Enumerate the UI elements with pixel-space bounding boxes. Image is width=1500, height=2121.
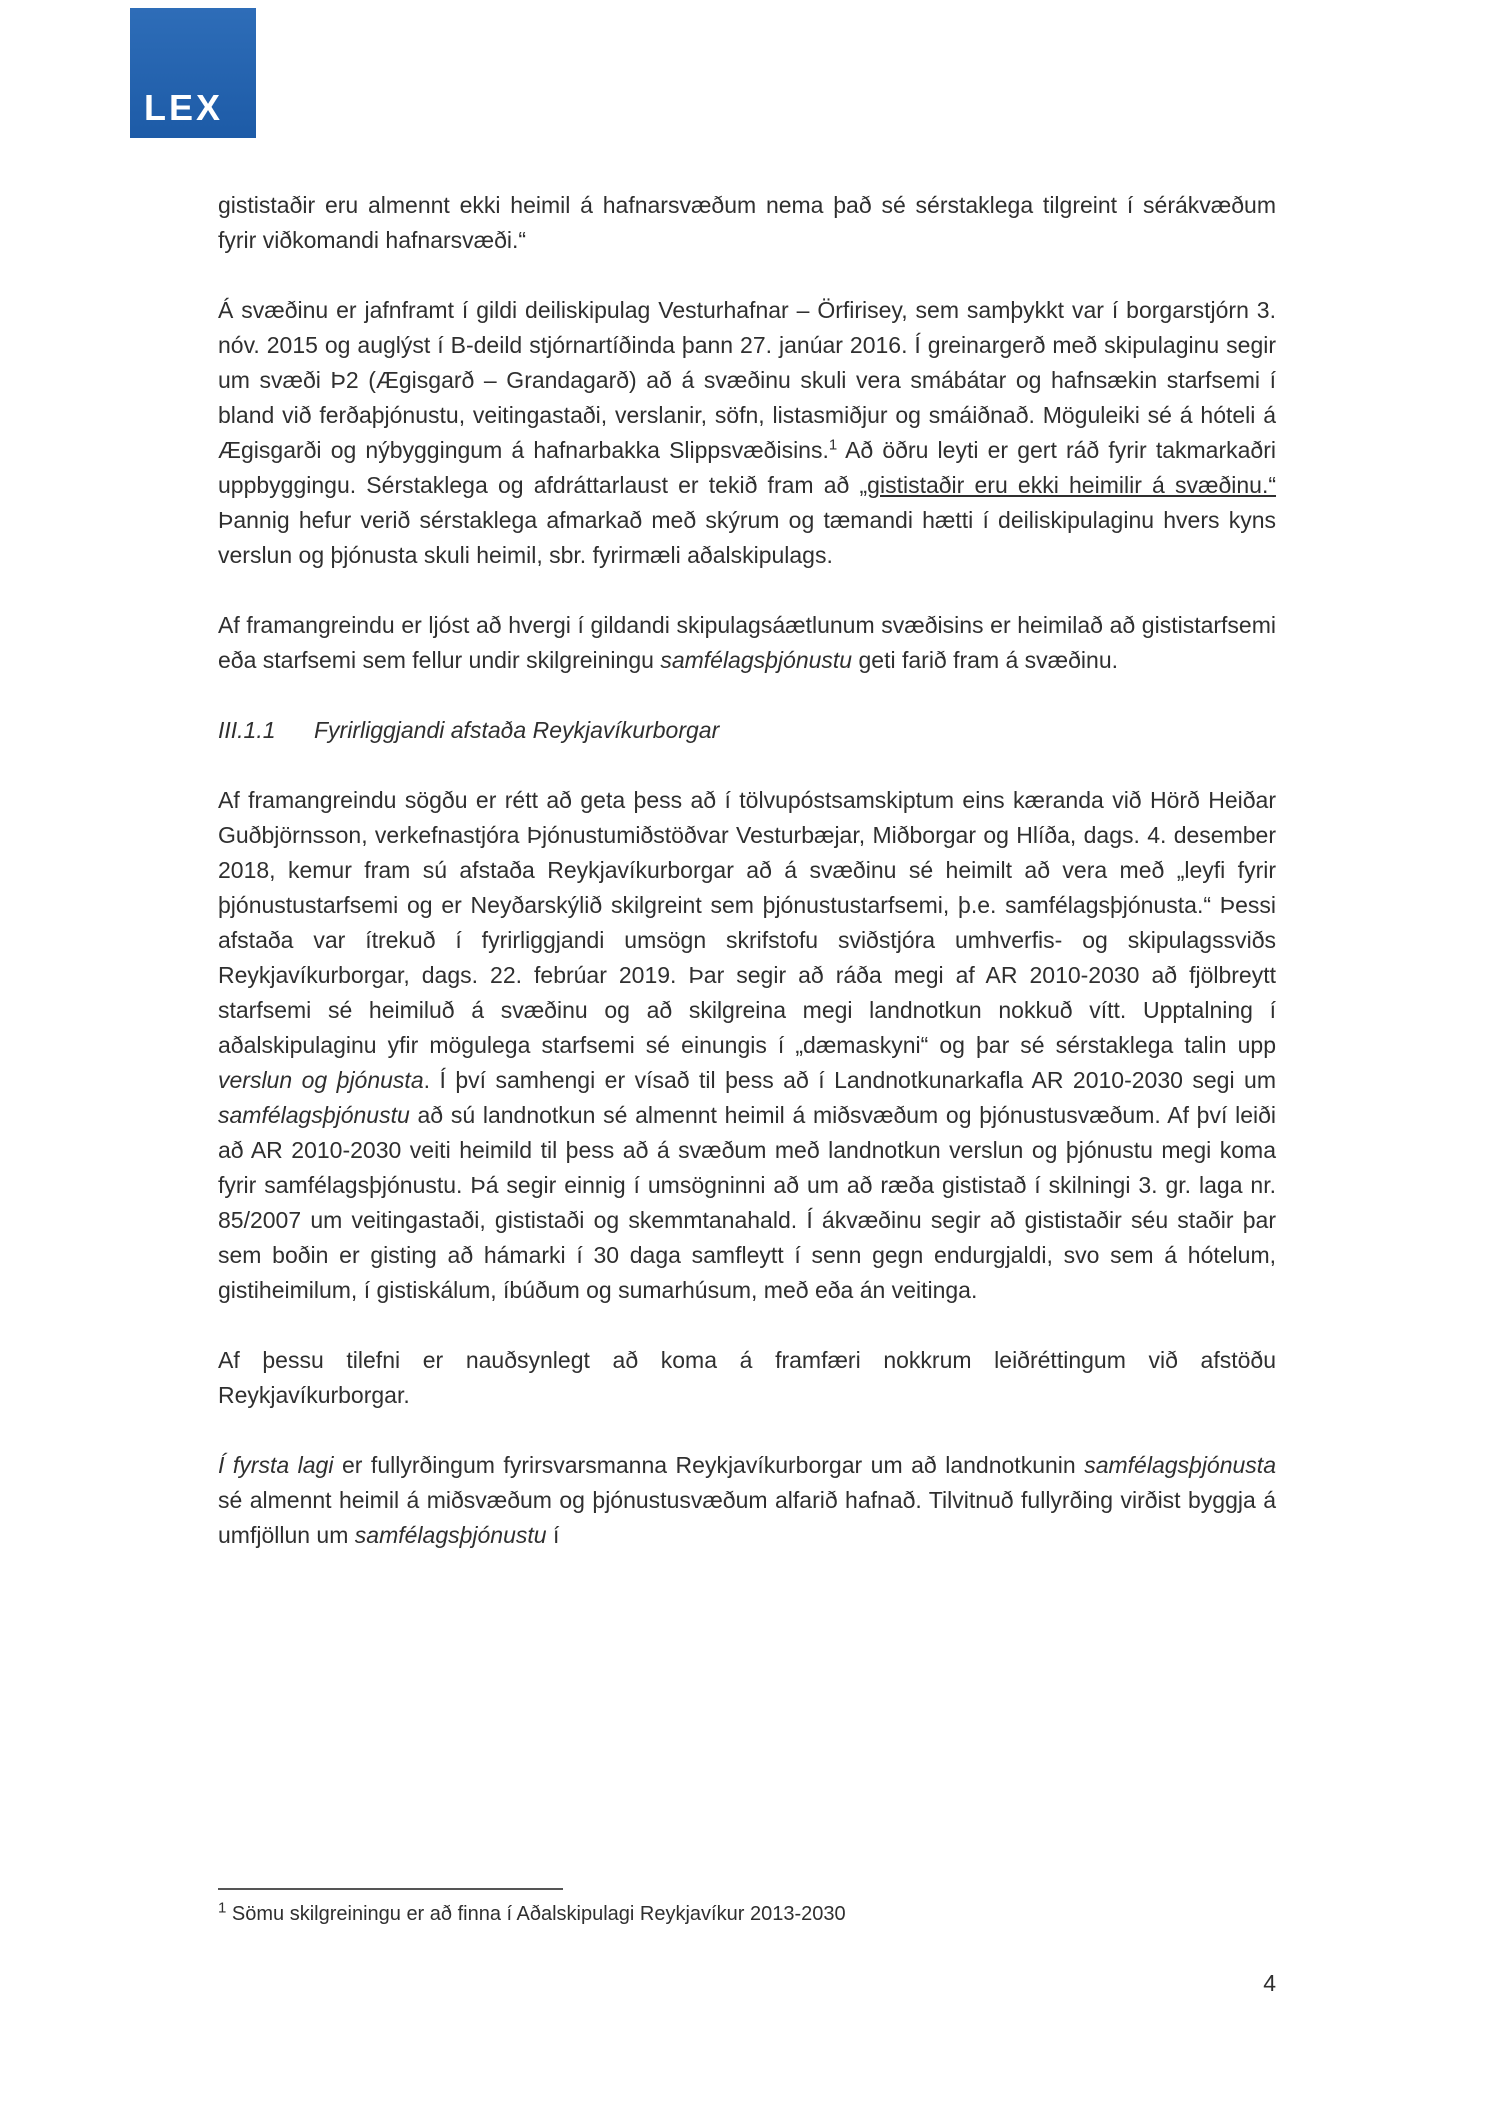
footnote bbox=[218, 1888, 1276, 1928]
paragraph bbox=[218, 293, 1276, 573]
text-segment: geti farið fram á svæðinu. bbox=[852, 647, 1119, 673]
section-heading bbox=[218, 713, 1276, 748]
text-segment: er fullyrðingum fyrirsvarsmanna Reykjavíkurborgar um að landnotkunin bbox=[333, 1452, 1085, 1478]
text-segment: gististaðir eru almennt ekki heimil á hafnarsvæðum nema það sé sérstaklega tilgreint í sérákvæðum fyrir viðkomandi hafnarsvæði.“ bbox=[218, 192, 1276, 253]
text-segment: samfélagsþjónustu bbox=[660, 647, 853, 673]
text-segment: Af framangreindu er ljóst að hvergi í gildandi skipulagsáætlunum svæðisins er heimilað að gististarfsemi eða starfsemi sem fellur undir skilgreiningu bbox=[218, 612, 1276, 673]
footnote-reference: 1 bbox=[828, 436, 838, 454]
footnote-text bbox=[218, 1900, 1276, 1928]
paragraph bbox=[218, 608, 1276, 678]
page-number: 4 bbox=[1263, 1970, 1276, 1996]
text-segment: „gististaðir eru ekki heimilir á svæðinu.“ bbox=[859, 472, 1277, 498]
section-heading-title: Fyrirliggjandi afstaða Reykjavíkurborgar bbox=[314, 717, 720, 743]
paragraph bbox=[218, 1448, 1276, 1553]
text-segment: í bbox=[546, 1522, 560, 1548]
paragraph bbox=[218, 1343, 1276, 1413]
footnote-marker: 1 bbox=[218, 1899, 227, 1917]
text-segment: að sú landnotkun sé almennt heimil á miðsvæðum og þjónustusvæðum. Af því leiði að AR 2010-2030 veiti heimild til þess að á svæðum með landnotkun verslun og þjónustu megi koma fyrir samfélagsþjónustu. Þá segir einnig í umsögninni að um að ræða gististað í skilningi 3. gr. laga nr. 85/2007 um veitingastaði, gististaði og skemmtanahald. Í ákvæðinu segir að gististaðir séu staðir þar sem boðin er gisting að hámarki í 30 daga samfleytt í senn gegn endurgjaldi, svo sem á hótelum, gistiheimilum, í gistiskálum, íbúðum og sumarhúsum, með eða án veitinga. bbox=[218, 1102, 1276, 1303]
text-segment: Af framangreindu sögðu er rétt að geta þess að í tölvupóstsamskiptum eins kæranda við Hörð Heiðar Guðbjörnsson, verkefnastjóra Þjónustumiðstöðvar Vesturbæjar, Miðborgar og Hlíða, dags. 4. desember 2018, kemur fram sú afstaða Reykjavíkurborgar að á svæðinu sé heimilt að vera með „leyfi fyrir þjónustustarfsemi og er Neyðarskýlið skilgreint sem þjónustustarfsemi, þ.e. samfélagsþjónusta.“ Þessi afstaða var ítrekuð í fyrirliggjandi umsögn skrifstofu sviðstjóra umhverfis- og skipulagssviðs Reykjavíkurborgar, dags. 22. febrúar 2019. Þar segir að ráða megi af AR 2010-2030 að fjölbreytt starfsemi sé heimiluð á svæðinu og að skilgreina megi landnotkun nokkuð vítt. Upptalning í aðalskipulaginu yfir mögulega starfsemi sé einungis í „dæmaskyni“ og þar sé sérstaklega talin upp bbox=[218, 787, 1276, 1058]
paragraph bbox=[218, 188, 1276, 258]
footnote-divider bbox=[218, 1888, 563, 1890]
text-segment: verslun og þjónusta bbox=[218, 1067, 424, 1093]
text-segment: Á svæðinu er jafnframt í gildi deiliskipulag Vesturhafnar – Örfirisey, sem samþykkt var í borgarstjórn 3. nóv. 2015 og auglýst í B-deild stjórnartíðinda þann 27. janúar 2016. Í greinargerð með skipulaginu segir um svæði Þ2 (Ægisgarð – Grandagarð) að á svæðinu skuli vera smábátar og hafnsækin starfsemi í bland við ferðaþjónustu, veitingastaði, verslanir, söfn, listasmiðjur og smáiðnað. Möguleiki sé á hóteli á Ægisgarði og nýbyggingum á hafnarbakka Slippsvæðisins. bbox=[218, 297, 1276, 463]
document-blocks bbox=[218, 188, 1276, 1553]
document-content bbox=[218, 188, 1276, 1588]
text-segment: samfélagsþjónustu bbox=[218, 1102, 410, 1128]
text-segment: samfélagsþjónusta bbox=[1084, 1452, 1276, 1478]
text-segment: . Í því samhengi er vísað til þess að í Landnotkunarkafla AR 2010-2030 segi um bbox=[423, 1067, 1277, 1093]
text-segment: samfélagsþjónustu bbox=[354, 1522, 547, 1548]
section-heading-number: III.1.1 bbox=[218, 717, 276, 743]
text-segment: Af þessu tilefni er nauðsynlegt að koma á framfæri nokkrum leiðréttingum við afstöðu Reykjavíkurborgar. bbox=[218, 1347, 1276, 1408]
text-segment: sé almennt heimil á miðsvæðum og þjónustusvæðum alfarið hafnað. Tilvitnuð fullyrðing virðist byggja á umfjöllun um bbox=[218, 1487, 1276, 1548]
text-segment: Þannig hefur verið sérstaklega afmarkað með skýrum og tæmandi hætti í deiliskipulaginu hvers kyns verslun og þjónusta skuli heimil, sbr. fyrirmæli aðalskipulags. bbox=[218, 507, 1276, 568]
paragraph bbox=[218, 783, 1276, 1308]
lex-logo bbox=[130, 8, 256, 138]
text-segment: Í fyrsta lagi bbox=[218, 1452, 334, 1478]
text-segment: Að öðru leyti er gert ráð fyrir takmarkaðri uppbyggingu. Sérstaklega og afdráttarlaust er tekið fram að bbox=[218, 437, 1276, 498]
lex-logo-text: LEX bbox=[144, 87, 224, 128]
footnote-body: Sömu skilgreiningu er að finna í Aðalskipulagi Reykjavíkur 2013-2030 bbox=[231, 1903, 846, 1925]
